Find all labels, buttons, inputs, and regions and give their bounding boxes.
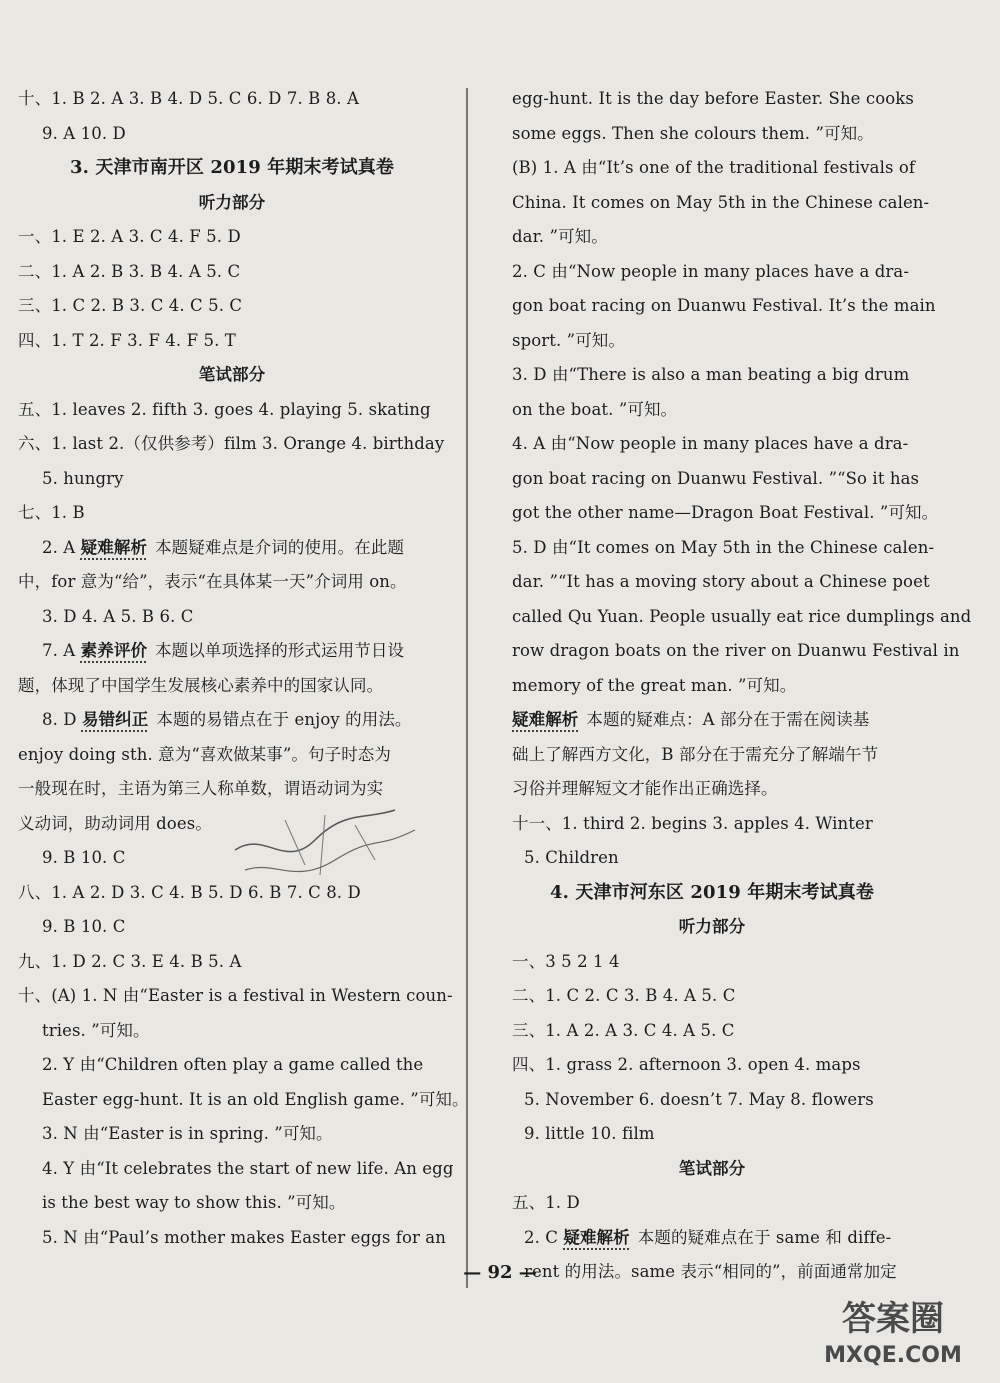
line-text: 八、1. A 2. D 3. C 4. B 5. D 6. B 7. C 8. D — [18, 882, 361, 902]
line-text: 笔试部分 — [198, 365, 266, 384]
note-tag: 疑难解析 — [512, 710, 579, 729]
left-column-line — [18, 1014, 446, 1049]
line-text: 5. Children — [524, 848, 619, 867]
left-column-line — [18, 255, 446, 290]
left-column-line — [18, 738, 446, 773]
line-text: 3. N 由“Easter is in spring. ”可知。 — [42, 1124, 333, 1143]
line-text: 5. November 6. doesn’t 7. May 8. flowers — [524, 1089, 874, 1109]
line-text: dar. ”可知。 — [512, 227, 608, 246]
right-column-line — [512, 979, 912, 1014]
right-column-line — [512, 255, 912, 290]
right-column-line — [512, 1083, 912, 1118]
line-text: egg-hunt. It is the day before Easter. She cooks — [512, 89, 914, 108]
line-text: 一、1. E 2. A 3. C 4. F 5. D — [18, 227, 241, 246]
line-text: sport. ”可知。 — [512, 330, 626, 350]
line-text: 七、1. B — [18, 503, 85, 522]
line-text: got the other name—Dragon Boat Festival. ”可知。 — [512, 503, 939, 522]
line-text: rent 的用法。same 表示“相同的”，前面通常加定 — [524, 1262, 897, 1281]
right-column-line — [512, 117, 912, 152]
line-text: 本题疑难点是介词的使用。在此题 — [155, 537, 405, 557]
line-text: China. It comes on May 5th in the Chinese calen- — [512, 192, 930, 212]
line-text: 9. A 10. D — [42, 123, 126, 143]
left-column-line — [18, 220, 446, 255]
left-column-line — [18, 289, 446, 324]
left-column-line — [18, 496, 446, 531]
line-text: 十一、1. third 2. begins 3. apples 4. Winter — [512, 813, 873, 833]
right-column-line — [512, 220, 912, 255]
line-text: 中，for 意为“给”，表示“在具体某一天”介词用 on。 — [18, 572, 407, 591]
right-column-line — [512, 1152, 912, 1187]
line-text: 一般现在时，主语为第三人称单数，谓语动词为实 — [18, 779, 384, 798]
line-text: row dragon boats on the river on Duanwu Festival in — [512, 641, 960, 660]
line-text: 本题的疑难点在于 same 和 diffe- — [637, 1227, 892, 1247]
line-text: 四、1. T 2. F 3. F 4. F 5. T — [18, 330, 236, 350]
page-number: — 92 — — [463, 1262, 537, 1283]
line-text: 六、1. last 2.（仅供参考）film 3. Orange 4. birthday — [18, 434, 445, 453]
line-text: 义动词，助动词用 does。 — [18, 813, 212, 833]
left-column-line — [18, 393, 446, 428]
line-text: 十、(A) 1. N 由“Easter is a festival in Western coun- — [18, 986, 453, 1005]
line-text: tries. ”可知。 — [42, 1020, 150, 1040]
left-column-line — [18, 427, 446, 462]
left-column-line — [18, 358, 446, 393]
line-text: 本题的疑难点：A 部分在于需在阅读基 — [586, 710, 870, 729]
answer-number: 8. D — [42, 710, 82, 729]
line-text: 5. N 由“Paul’s mother makes Easter eggs for an — [42, 1227, 446, 1247]
right-column-line — [512, 1048, 912, 1083]
line-text: 4. A 由“Now people in many places have a dra- — [512, 434, 909, 453]
line-text: 9. little 10. film — [524, 1124, 655, 1143]
right-column-line — [512, 186, 930, 221]
right-column-line — [512, 600, 972, 635]
pencil-scribble — [225, 790, 435, 890]
line-text: 九、1. D 2. C 3. E 4. B 5. A — [18, 951, 242, 971]
right-column-line — [512, 531, 935, 566]
note-tag: 素养评价 — [80, 641, 148, 660]
left-column-line — [18, 1186, 446, 1221]
left-column-line — [18, 82, 446, 117]
line-text: 笔试部分 — [678, 1158, 746, 1178]
right-column-line — [512, 634, 960, 669]
right-column-line — [512, 738, 912, 773]
line-text: 2. C 由“Now people in many places have a dra- — [512, 261, 909, 281]
line-text: 三、1. A 2. A 3. C 4. A 5. C — [512, 1020, 735, 1040]
line-text: 5. hungry — [42, 468, 124, 488]
line-text: memory of the great man. ”可知。 — [512, 675, 797, 695]
right-column-line — [512, 462, 920, 497]
line-text: 本题的易错点在于 enjoy 的用法。 — [156, 710, 412, 729]
line-text: 础上了解西方文化，B 部分在于需充分了解端午节 — [512, 744, 879, 764]
line-text: 五、1. D — [512, 1193, 580, 1212]
line-text: some eggs. Then she colours them. ”可知。 — [512, 123, 874, 143]
right-column-line — [512, 669, 912, 704]
answer-number: 2. C — [524, 1227, 564, 1247]
line-text: 题，体现了中国学生发展核心素养中的国家认同。 — [18, 675, 384, 695]
left-column-line — [18, 324, 446, 359]
left-column-line — [18, 565, 446, 600]
right-column-line — [512, 289, 936, 324]
right-column-line — [512, 358, 912, 393]
note-tag: 易错纠正 — [81, 710, 149, 729]
line-text: 5. D 由“It comes on May 5th in the Chinese calen- — [512, 537, 935, 557]
left-column-line — [18, 1048, 446, 1083]
line-text: 四、1. grass 2. afternoon 3. open 4. maps — [512, 1055, 861, 1074]
line-text: 一、3 5 2 1 4 — [512, 951, 620, 971]
line-text: called Qu Yuan. People usually eat rice dumplings and — [512, 606, 972, 626]
right-column-line — [512, 910, 912, 945]
right-column-line — [512, 841, 912, 876]
left-column-line — [18, 1152, 454, 1187]
right-column-line — [512, 82, 912, 117]
note-tag: 疑难解析 — [80, 537, 148, 557]
right-column-line — [512, 393, 912, 428]
right-column-line — [512, 1186, 912, 1221]
left-column-line — [18, 1117, 446, 1152]
line-text: (B) 1. A 由“It’s one of the traditional festivals of — [512, 158, 916, 177]
line-text: 本题以单项选择的形式运用节日设 — [155, 641, 405, 660]
line-text: 二、1. C 2. C 3. B 4. A 5. C — [512, 986, 736, 1005]
left-column-line — [18, 910, 446, 945]
right-column-line — [512, 703, 912, 738]
right-column-line — [512, 324, 912, 359]
answer-number: 7. A — [42, 641, 81, 660]
line-text: 听力部分 — [678, 917, 746, 936]
left-column-line — [18, 117, 446, 152]
line-text: Easter egg-hunt. It is an old English game. ”可知。 — [42, 1089, 469, 1109]
right-column-line — [512, 496, 939, 531]
right-column-line — [512, 427, 912, 462]
right-column-line — [512, 565, 930, 600]
left-column-line — [18, 1221, 446, 1256]
line-text: 9. B 10. C — [42, 848, 126, 867]
left-column-line — [18, 979, 453, 1014]
left-column-line — [18, 945, 446, 980]
line-text: 五、1. leaves 2. fifth 3. goes 4. playing 5. skating — [18, 399, 431, 419]
right-column-line — [512, 1221, 912, 1256]
left-column-line — [18, 531, 446, 566]
left-column-line — [18, 634, 446, 669]
line-text: 2. Y 由“Children often play a game called the — [42, 1055, 424, 1074]
right-column-line — [512, 1014, 912, 1049]
line-text: 三、1. C 2. B 3. C 4. C 5. C — [18, 296, 243, 315]
line-text: gon boat racing on Duanwu Festival. It’s the main — [512, 296, 936, 315]
left-column-line — [18, 151, 446, 186]
line-text: 二、1. A 2. B 3. B 4. A 5. C — [18, 261, 241, 281]
line-text: is the best way to show this. ”可知。 — [42, 1193, 346, 1212]
line-text: 3. 天津市南开区 2019 年期末考试真卷 — [70, 157, 394, 178]
line-text: 习俗并理解短文才能作出正确选择。 — [512, 779, 778, 798]
left-column-line — [18, 462, 446, 497]
line-text: gon boat racing on Duanwu Festival. ”“So it has — [512, 468, 920, 488]
left-column-line — [18, 1083, 469, 1118]
right-column-line — [512, 807, 912, 842]
line-text: 3. D 由“There is also a man beating a big drum — [512, 365, 910, 384]
line-text: 4. 天津市河东区 2019 年期末考试真卷 — [550, 881, 874, 903]
line-text: 3. D 4. A 5. B 6. C — [42, 606, 194, 626]
left-column-line — [18, 669, 446, 704]
left-column-line — [18, 186, 446, 221]
svg-text:MXQE.COM: MXQE.COM — [824, 1343, 962, 1368]
left-column-line — [18, 703, 446, 738]
left-column — [18, 82, 469, 1255]
line-text: dar. ”“It has a moving story about a Chinese poet — [512, 572, 930, 591]
answer-number: 2. A — [42, 537, 81, 557]
line-text: enjoy doing sth. 意为“喜欢做某事”。句子时态为 — [18, 744, 391, 764]
line-text: 十、1. B 2. A 3. B 4. D 5. C 6. D 7. B 8. A — [18, 89, 360, 108]
line-text: 4. Y 由“It celebrates the start of new life. An egg — [42, 1158, 454, 1178]
line-text: 9. B 10. C — [42, 917, 126, 936]
right-column-line — [512, 945, 912, 980]
right-column-line — [512, 772, 912, 807]
line-text: on the boat. ”可知。 — [512, 399, 678, 419]
svg-text:答案圈: 答案圈 — [842, 1299, 944, 1339]
right-column-line — [512, 1117, 912, 1152]
note-tag: 疑难解析 — [563, 1227, 630, 1247]
right-column — [512, 82, 972, 1290]
right-column-line — [512, 876, 912, 911]
line-text: 听力部分 — [198, 192, 266, 212]
site-watermark-logo — [804, 1294, 982, 1370]
right-column-line — [512, 151, 916, 186]
left-column-line — [18, 600, 446, 635]
column-divider — [466, 88, 468, 1288]
